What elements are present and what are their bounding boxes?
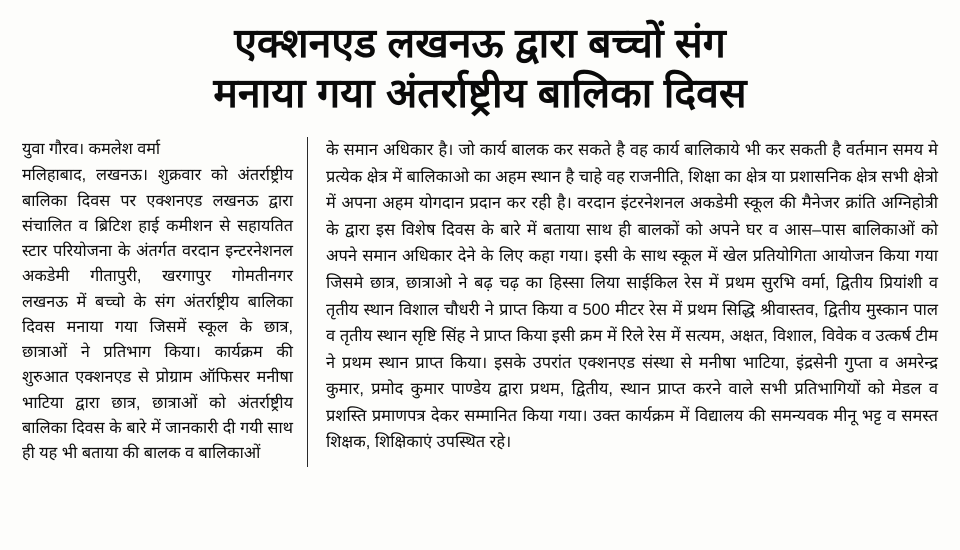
- column-left: [22, 137, 308, 466]
- headline-line-1: एक्शनएड लखनऊ द्वारा बच्चों संग: [234, 20, 726, 66]
- column-left-text: मलिहाबाद, लखनऊ। शुक्रवार को अंतर्राष्ट्रीय बालिका दिवस पर एक्शनएड लखनऊ द्वारा संचालित व ब्रिटिश हाई कमीशन से सहायतित स्टार परियोजना के अंतर्गत वरदान इन्टरनेशनल अकडेमी गीतापुरी, खरगापुर गोमतीनगर लखनऊ में बच्चो के संग अंतर्राष्ट्रीय बालिका दिवस मनाया गया जिसमें स्कूल के छात्र, छात्राओं ने प्रतिभाग किया। कार्यक्रम की शुरुआत एक्शनएड से प्रोग्राम ऑफिसर मनीषा भाटिया द्वारा छात्र, छात्राओं को अंतर्राष्ट्रीय बालिका दिवस के बारे में जानकारी दी गयी साथ ही यह भी बताया की बालक व बालिकाओं: [22, 166, 293, 463]
- column-right: [324, 137, 938, 466]
- article-body: [22, 137, 938, 466]
- headline-line-2: मनाया गया अंतर्राष्ट्रीय बालिका दिवस: [213, 70, 747, 117]
- article-headline: [22, 18, 938, 118]
- byline: युवा गौरव। कमलेश वर्मा: [22, 140, 161, 159]
- column-right-text: के समान अधिकार है। जो कार्य बालक कर सकते है वह कार्य बालिकाये भी कर सकती है वर्तमान समय मे प्रत्येक क्षेत्र में बालिकाओ का अहम स्थान है चाहे वह राजनीति, शिक्षा का क्षेत्र या प्रशासनिक क्षेत्र सभी क्षेत्रो में अपना अहम योगदान प्रदान कर रही है। वरदान इंटरनेशनल अकडेमी स्कूल की मैनेजर क्रांति अग्निहोत्री के द्वारा इस विशेष दिवस के बारे में बताया साथ ही बालकों को अपने घर व आस–पास बालिकाओं को अपने समान अधिकार देने के लिए कहा गया। इसी के साथ स्कूल में खेल प्रतियोगिता आयोजन किया गया जिसमे छात्र, छात्राओ ने बढ़ चढ़ का हिस्सा लिया साईकिल रेस में प्रथम सुरभि वर्मा, द्वितीय प्रियांशी व तृतीय स्थान विशाल चौधरी ने प्राप्त किया व 500 मीटर रेस में प्रथम सिद्धि श्रीवास्तव, द्वितीय मुस्कान पाल व तृतीय स्थान सृष्टि सिंह ने प्राप्त किया इसी क्रम में रिले रेस में सत्यम, अक्षत, विशाल, विवेक व उत्कर्ष टीम ने प्रथम स्थान प्राप्त किया। इसके उपरांत एक्शनएड संस्था से मनीषा भाटिया, इंद्रसेनी गुप्ता व अमरेन्द्र कुमार, प्रमोद कुमार पाण्डेय द्वारा प्रथम, द्वितीय, स्थान प्राप्त करने वाले सभी प्रतिभागियों को मेडल व प्रशस्ति प्रमाणपत्र देकर सम्मानित किया गया। उक्त कार्यक्रम में विद्यालय की समन्यवक मीनू भट्ट व समस्त शिक्षक, शिक्षिकाएं उपस्थित रहे।: [326, 141, 938, 452]
